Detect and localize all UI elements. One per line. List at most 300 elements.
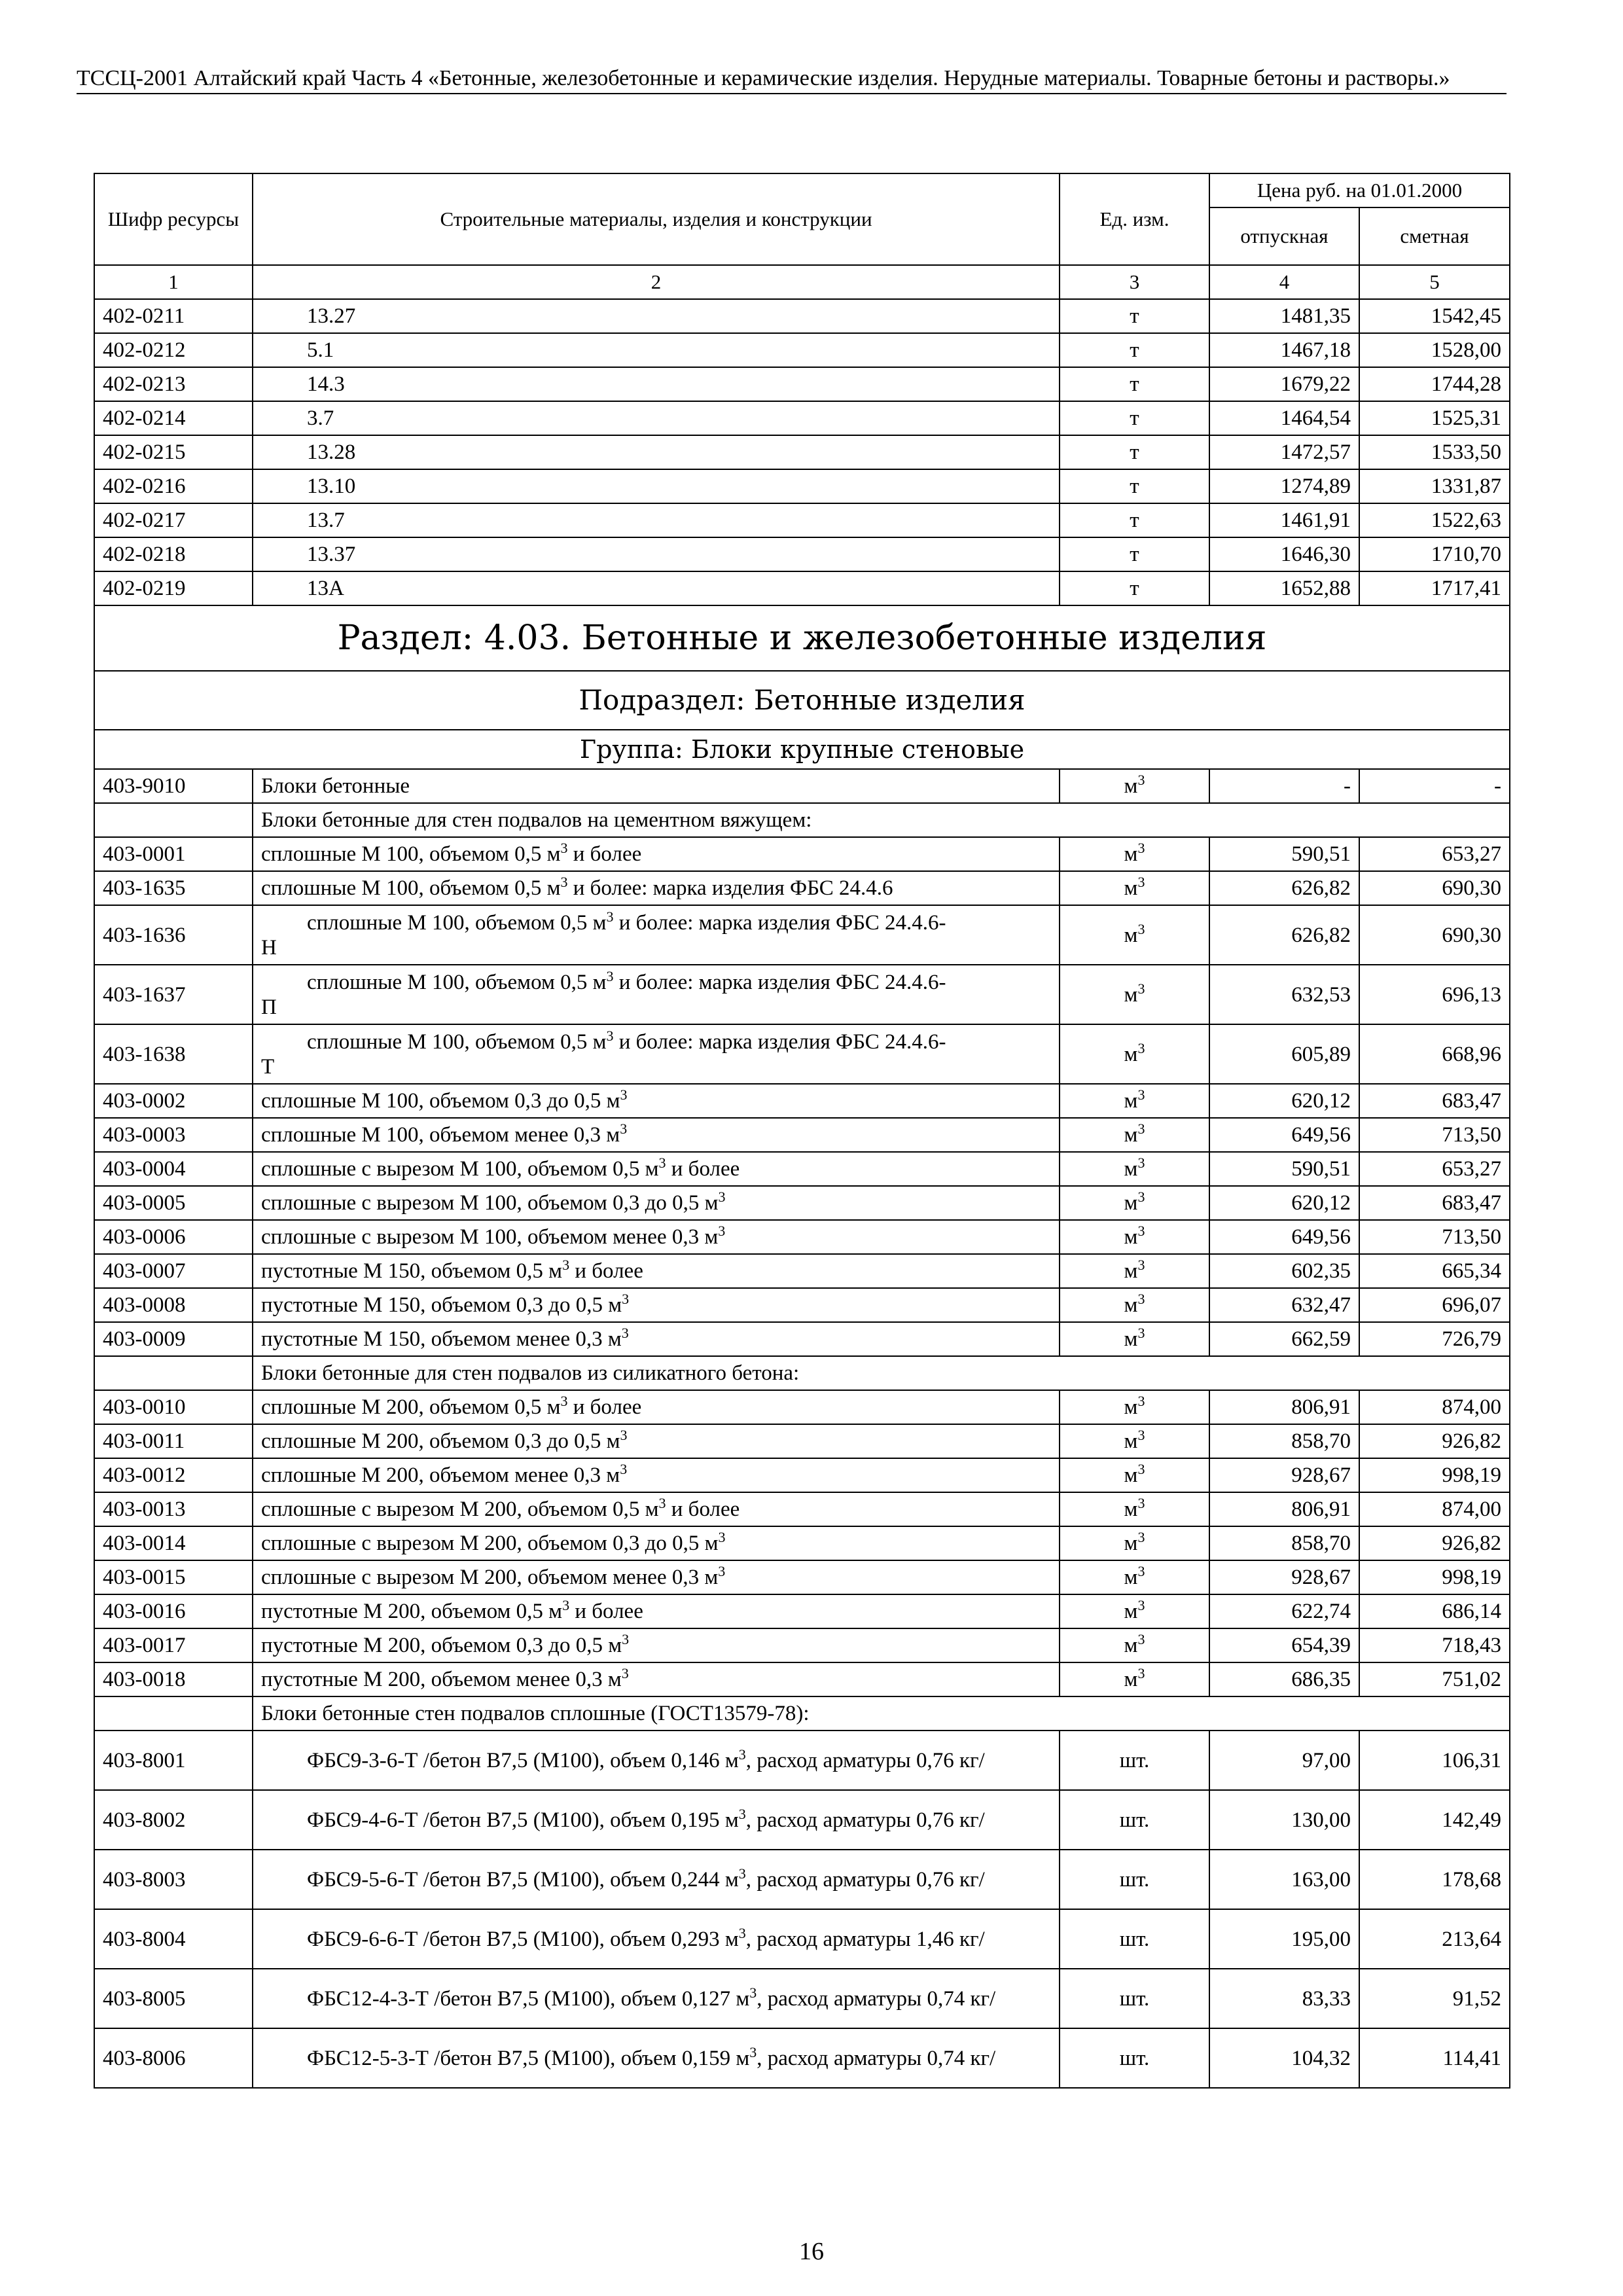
subsection-title: Подраздел: Бетонные изделия bbox=[94, 671, 1510, 730]
cell-name bbox=[253, 1424, 1060, 1458]
cell-name: 13.37 bbox=[253, 537, 1060, 571]
section-title-row bbox=[94, 605, 1510, 671]
superscript-3: 3 bbox=[1137, 980, 1145, 997]
cell-code: 403-8003 bbox=[94, 1850, 253, 1909]
name-text: сплошные М 100, объемом 0,3 до 0,5 м bbox=[261, 1089, 620, 1113]
cell-estimate-price: 683,47 bbox=[1359, 1084, 1510, 1118]
name-tail: и более: марка изделия ФБС 24.4.6- bbox=[613, 910, 946, 935]
cell-estimate-price: 683,47 bbox=[1359, 1186, 1510, 1220]
table-row bbox=[94, 1594, 1510, 1628]
superscript-3: 3 bbox=[738, 1805, 746, 1822]
unit-text: м bbox=[1124, 1566, 1138, 1589]
name-text: ФБС9-4-6-Т /бетон В7,5 (М100), объем 0,195 м bbox=[307, 1808, 739, 1832]
superscript-3: 3 bbox=[622, 1631, 630, 1647]
superscript-3: 3 bbox=[620, 1427, 628, 1443]
cell-release-price: 626,82 bbox=[1209, 905, 1359, 965]
cell-estimate-price: 686,14 bbox=[1359, 1594, 1510, 1628]
cell-unit: шт. bbox=[1060, 1731, 1209, 1790]
name-tail: , расход арматуры 1,46 кг/ bbox=[745, 1927, 985, 1951]
cell-code: 402-0211 bbox=[94, 299, 253, 333]
cell-release-price: 195,00 bbox=[1209, 1909, 1359, 1969]
cell-name bbox=[253, 1220, 1060, 1254]
superscript-3: 3 bbox=[622, 1291, 630, 1307]
cell-estimate-price: 726,79 bbox=[1359, 1322, 1510, 1356]
cell-name bbox=[253, 1492, 1060, 1526]
cell-unit bbox=[1060, 871, 1209, 905]
cell-release-price: 83,33 bbox=[1209, 1969, 1359, 2028]
cell-estimate-price: 142,49 bbox=[1359, 1790, 1510, 1850]
cell-code-empty bbox=[94, 1356, 253, 1390]
unit-text: м bbox=[1124, 1225, 1138, 1249]
cell-unit bbox=[1060, 1662, 1209, 1696]
name-tail: , расход арматуры 0,76 кг/ bbox=[745, 1808, 985, 1832]
cell-code-empty bbox=[94, 1696, 253, 1731]
table-row bbox=[94, 1084, 1510, 1118]
table-row bbox=[94, 1731, 1510, 1790]
cell-release-price: 686,35 bbox=[1209, 1662, 1359, 1696]
superscript-3: 3 bbox=[1137, 920, 1145, 937]
cell-unit bbox=[1060, 837, 1209, 871]
unit-text: м bbox=[1124, 1634, 1138, 1657]
subheading-row bbox=[94, 803, 1510, 837]
cell-code: 403-0009 bbox=[94, 1322, 253, 1356]
cell-unit bbox=[1060, 1560, 1209, 1594]
name-continuation: Т bbox=[261, 1054, 275, 1079]
name-text: ФБС9-6-6-Т /бетон В7,5 (М100), объем 0,293 м bbox=[307, 1927, 739, 1951]
cell-release-price: 1646,30 bbox=[1209, 537, 1359, 571]
cell-code: 403-0007 bbox=[94, 1254, 253, 1288]
cell-unit bbox=[1060, 1526, 1209, 1560]
cell-code: 403-1635 bbox=[94, 871, 253, 905]
cell-name bbox=[253, 1560, 1060, 1594]
superscript-3: 3 bbox=[1137, 1563, 1145, 1579]
cell-estimate-price: 653,27 bbox=[1359, 837, 1510, 871]
cell-code: 403-9010 bbox=[94, 769, 253, 803]
name-text: ФБС12-5-3-Т /бетон В7,5 (М100), объем 0,159 м bbox=[307, 2046, 750, 2070]
cell-unit bbox=[1060, 1458, 1209, 1492]
subheading-cement: Блоки бетонные для стен подвалов на цементном вяжущем: bbox=[253, 803, 1510, 837]
name-continuation: Н bbox=[261, 935, 277, 960]
table-row bbox=[94, 837, 1510, 871]
col-code-header: Шифр ресурсы bbox=[94, 173, 253, 265]
table-row bbox=[94, 1424, 1510, 1458]
superscript-3: 3 bbox=[1137, 1597, 1145, 1613]
table-row bbox=[94, 965, 1510, 1024]
cell-estimate-price: 653,27 bbox=[1359, 1152, 1510, 1186]
superscript-3: 3 bbox=[1137, 1461, 1145, 1477]
table-row bbox=[94, 1662, 1510, 1696]
table-row bbox=[94, 1492, 1510, 1526]
unit-text: м bbox=[1124, 1498, 1138, 1521]
cell-release-price: 649,56 bbox=[1209, 1118, 1359, 1152]
cell-unit: т bbox=[1060, 537, 1209, 571]
cell-code: 402-0219 bbox=[94, 571, 253, 605]
name-text: пустотные М 200, объемом менее 0,3 м bbox=[261, 1668, 622, 1691]
cell-code: 403-0018 bbox=[94, 1662, 253, 1696]
cell-unit: т bbox=[1060, 401, 1209, 435]
cell-unit bbox=[1060, 1118, 1209, 1152]
table-row bbox=[94, 1790, 1510, 1850]
col-release-header: отпускная bbox=[1209, 207, 1359, 265]
cell-unit: т bbox=[1060, 367, 1209, 401]
document-header: ТССЦ-2001 Алтайский край Часть 4 «Бетонные, железобетонные и керамические изделия. Нерудные материалы. Товарные бетоны и растворы.» bbox=[77, 65, 1507, 94]
subheading-gost: Блоки бетонные стен подвалов сплошные (ГОСТ13579-78): bbox=[253, 1696, 1510, 1731]
cell-release-price: 130,00 bbox=[1209, 1790, 1359, 1850]
cell-unit bbox=[1060, 1152, 1209, 1186]
cell-code: 403-0010 bbox=[94, 1390, 253, 1424]
cell-estimate-price: 874,00 bbox=[1359, 1492, 1510, 1526]
cell-estimate-price: 718,43 bbox=[1359, 1628, 1510, 1662]
superscript-3: 3 bbox=[718, 1189, 726, 1205]
cell-name bbox=[253, 1024, 1060, 1084]
cell-unit bbox=[1060, 769, 1209, 803]
col-name-header: Строительные материалы, изделия и конструкции bbox=[253, 173, 1060, 265]
table-row bbox=[94, 1560, 1510, 1594]
table-row bbox=[94, 1850, 1510, 1909]
name-text: пустотные М 150, объемом менее 0,3 м bbox=[261, 1327, 622, 1351]
name-text: сплошные М 200, объемом 0,5 м bbox=[261, 1395, 561, 1419]
cell-estimate-price: 668,96 bbox=[1359, 1024, 1510, 1084]
cell-code: 403-0001 bbox=[94, 837, 253, 871]
cell-release-price: 590,51 bbox=[1209, 837, 1359, 871]
cell-estimate-price: 106,31 bbox=[1359, 1731, 1510, 1790]
cell-estimate-price: 696,07 bbox=[1359, 1288, 1510, 1322]
superscript-3: 3 bbox=[621, 1665, 629, 1681]
cell-unit bbox=[1060, 1024, 1209, 1084]
superscript-3: 3 bbox=[1137, 1529, 1145, 1545]
superscript-3: 3 bbox=[1137, 1291, 1145, 1307]
cell-code: 403-8002 bbox=[94, 1790, 253, 1850]
superscript-3: 3 bbox=[1137, 1189, 1145, 1205]
cell-unit: шт. bbox=[1060, 1790, 1209, 1850]
name-text: сплошные с вырезом М 100, объемом 0,3 до 0,5 м bbox=[261, 1191, 719, 1215]
name-tail: и более bbox=[567, 842, 642, 866]
cell-code: 402-0212 bbox=[94, 333, 253, 367]
col-estimate-header: сметная bbox=[1359, 207, 1510, 265]
cell-code: 403-8001 bbox=[94, 1731, 253, 1790]
cell-unit: шт. bbox=[1060, 2028, 1209, 2088]
cell-code: 402-0218 bbox=[94, 537, 253, 571]
subheading-silicate: Блоки бетонные для стен подвалов из силикатного бетона: bbox=[253, 1356, 1510, 1390]
unit-text: м bbox=[1124, 1463, 1138, 1487]
cell-unit: шт. bbox=[1060, 1909, 1209, 1969]
superscript-3: 3 bbox=[1137, 874, 1145, 890]
cell-estimate-price: 690,30 bbox=[1359, 905, 1510, 965]
table-row bbox=[94, 2028, 1510, 2088]
cell-estimate-price: 1533,50 bbox=[1359, 435, 1510, 469]
cell-name bbox=[253, 1390, 1060, 1424]
cell-release-price: 1274,89 bbox=[1209, 469, 1359, 503]
cell-release-price: 590,51 bbox=[1209, 1152, 1359, 1186]
cell-release-price: 662,59 bbox=[1209, 1322, 1359, 1356]
name-text: сплошные М 200, объемом менее 0,3 м bbox=[261, 1463, 620, 1487]
superscript-3: 3 bbox=[1137, 1155, 1145, 1171]
col-number: 2 bbox=[253, 265, 1060, 299]
cell-code: 403-1637 bbox=[94, 965, 253, 1024]
superscript-3: 3 bbox=[562, 1597, 570, 1613]
cell-release-price: 806,91 bbox=[1209, 1390, 1359, 1424]
table-row bbox=[94, 1628, 1510, 1662]
cell-code: 403-0013 bbox=[94, 1492, 253, 1526]
cell-code: 403-0006 bbox=[94, 1220, 253, 1254]
cell-release-price: 654,39 bbox=[1209, 1628, 1359, 1662]
cell-name bbox=[253, 837, 1060, 871]
superscript-3: 3 bbox=[620, 1086, 628, 1103]
cell-code: 402-0216 bbox=[94, 469, 253, 503]
cell-unit: т bbox=[1060, 503, 1209, 537]
cell-code: 403-0012 bbox=[94, 1458, 253, 1492]
unit-text: м bbox=[1124, 1429, 1138, 1453]
superscript-3: 3 bbox=[621, 1325, 629, 1341]
table-row bbox=[94, 1390, 1510, 1424]
cell-release-price: 1461,91 bbox=[1209, 503, 1359, 537]
cell-release-price: 1481,35 bbox=[1209, 299, 1359, 333]
group-title: Группа: Блоки крупные стеновые bbox=[94, 730, 1510, 769]
name-text: ФБС9-3-6-Т /бетон В7,5 (М100), объем 0,146 м bbox=[307, 1748, 739, 1772]
cell-unit bbox=[1060, 1628, 1209, 1662]
name-tail: и более bbox=[569, 1259, 643, 1283]
cell-name bbox=[253, 1254, 1060, 1288]
unit-text: м bbox=[1124, 774, 1138, 798]
cell-name: 13А bbox=[253, 571, 1060, 605]
name-tail: , расход арматуры 0,76 кг/ bbox=[745, 1867, 985, 1892]
table-row bbox=[94, 537, 1510, 571]
name-text: пустотные М 200, объемом 0,3 до 0,5 м bbox=[261, 1634, 622, 1657]
price-table bbox=[94, 173, 1510, 2089]
cell-name bbox=[253, 2028, 1060, 2088]
table-row bbox=[94, 503, 1510, 537]
cell-name bbox=[253, 1790, 1060, 1850]
superscript-3: 3 bbox=[620, 1121, 628, 1137]
superscript-3: 3 bbox=[560, 1393, 568, 1409]
superscript-3: 3 bbox=[1137, 1223, 1145, 1239]
cell-name: 14.3 bbox=[253, 367, 1060, 401]
unit-text: м bbox=[1124, 1259, 1138, 1283]
col-number: 4 bbox=[1209, 265, 1359, 299]
superscript-3: 3 bbox=[1137, 1121, 1145, 1137]
unit-text: м bbox=[1124, 1395, 1138, 1419]
superscript-3: 3 bbox=[1137, 1325, 1145, 1341]
cell-estimate-price: 1542,45 bbox=[1359, 299, 1510, 333]
cell-release-price: 806,91 bbox=[1209, 1492, 1359, 1526]
cell-estimate-price: 178,68 bbox=[1359, 1850, 1510, 1909]
superscript-3: 3 bbox=[738, 1746, 746, 1763]
cell-unit bbox=[1060, 1084, 1209, 1118]
name-tail: , расход арматуры 0,74 кг/ bbox=[757, 2046, 996, 2070]
cell-unit bbox=[1060, 905, 1209, 965]
cell-unit bbox=[1060, 1254, 1209, 1288]
cell-code: 403-0004 bbox=[94, 1152, 253, 1186]
cell-code: 403-0008 bbox=[94, 1288, 253, 1322]
cell-unit: т bbox=[1060, 469, 1209, 503]
cell-release-price: 1467,18 bbox=[1209, 333, 1359, 367]
cell-release-price: 605,89 bbox=[1209, 1024, 1359, 1084]
cell-code: 403-0015 bbox=[94, 1560, 253, 1594]
superscript-3: 3 bbox=[718, 1529, 726, 1545]
cell-unit: шт. bbox=[1060, 1850, 1209, 1909]
superscript-3: 3 bbox=[658, 1155, 666, 1171]
table-row bbox=[94, 1288, 1510, 1322]
cell-estimate-price: 926,82 bbox=[1359, 1424, 1510, 1458]
cell-estimate-price: 1717,41 bbox=[1359, 571, 1510, 605]
cell-estimate-price: 1525,31 bbox=[1359, 401, 1510, 435]
table-row bbox=[94, 1458, 1510, 1492]
cell-code: 402-0217 bbox=[94, 503, 253, 537]
name-text: сплошные М 100, объемом менее 0,3 м bbox=[261, 1123, 620, 1147]
table-row bbox=[94, 1969, 1510, 2028]
cell-name bbox=[253, 1118, 1060, 1152]
name-text: сплошные с вырезом М 200, объемом 0,5 м bbox=[261, 1498, 659, 1521]
superscript-3: 3 bbox=[1137, 1427, 1145, 1443]
cell-unit bbox=[1060, 1594, 1209, 1628]
cell-code: 402-0213 bbox=[94, 367, 253, 401]
name-text: сплошные М 100, объемом 0,5 м bbox=[261, 842, 561, 866]
col-unit-header: Ед. изм. bbox=[1060, 173, 1209, 265]
cell-estimate-price: 926,82 bbox=[1359, 1526, 1510, 1560]
name-text: пустотные М 150, объемом 0,5 м bbox=[261, 1259, 563, 1283]
col-number: 3 bbox=[1060, 265, 1209, 299]
superscript-3: 3 bbox=[749, 2043, 757, 2060]
cell-release-price: 620,12 bbox=[1209, 1084, 1359, 1118]
cell-name: Блоки бетонные bbox=[253, 769, 1060, 803]
name-text: сплошные с вырезом М 100, объемом менее 0,3 м bbox=[261, 1225, 719, 1249]
cell-code: 403-8006 bbox=[94, 2028, 253, 2088]
name-line bbox=[261, 967, 1051, 995]
table-row bbox=[94, 905, 1510, 965]
unit-text: м bbox=[1124, 842, 1138, 866]
unit-text: м bbox=[1124, 1089, 1138, 1113]
cell-release-price: 1652,88 bbox=[1209, 571, 1359, 605]
superscript-3: 3 bbox=[560, 840, 568, 856]
cell-code: 403-0016 bbox=[94, 1594, 253, 1628]
superscript-3: 3 bbox=[1137, 1086, 1145, 1103]
name-text: сплошные с вырезом М 100, объемом 0,5 м bbox=[261, 1157, 659, 1181]
cell-code: 403-0003 bbox=[94, 1118, 253, 1152]
table-row bbox=[94, 1254, 1510, 1288]
unit-text: м bbox=[1124, 923, 1138, 947]
name-text: сплошные М 200, объемом 0,3 до 0,5 м bbox=[261, 1429, 620, 1453]
cell-name bbox=[253, 1288, 1060, 1322]
cell-name bbox=[253, 1186, 1060, 1220]
superscript-3: 3 bbox=[1137, 1495, 1145, 1511]
name-text: ФБС12-4-3-Т /бетон В7,5 (М100), объем 0,127 м bbox=[307, 1986, 750, 2011]
unit-text: м bbox=[1124, 1600, 1138, 1623]
col-number: 1 bbox=[94, 265, 253, 299]
cell-estimate-price: 998,19 bbox=[1359, 1458, 1510, 1492]
name-tail: , расход арматуры 0,76 кг/ bbox=[745, 1748, 985, 1772]
superscript-3: 3 bbox=[738, 1865, 746, 1882]
superscript-3: 3 bbox=[1137, 772, 1145, 788]
col-number: 5 bbox=[1359, 265, 1510, 299]
cell-name bbox=[253, 1731, 1060, 1790]
name-text: сплошные с вырезом М 200, объемом менее 0,3 м bbox=[261, 1566, 719, 1589]
cell-estimate-price: 1522,63 bbox=[1359, 503, 1510, 537]
name-text: сплошные с вырезом М 200, объемом 0,3 до 0,5 м bbox=[261, 1532, 719, 1555]
col-price-header: Цена руб. на 01.01.2000 bbox=[1209, 173, 1510, 207]
table-header bbox=[94, 173, 1510, 299]
cell-code-empty bbox=[94, 803, 253, 837]
superscript-3: 3 bbox=[1137, 1631, 1145, 1647]
cell-code: 403-1636 bbox=[94, 905, 253, 965]
group-title-row bbox=[94, 730, 1510, 769]
superscript-3: 3 bbox=[620, 1461, 628, 1477]
cell-name bbox=[253, 1909, 1060, 1969]
table-row bbox=[94, 333, 1510, 367]
cell-code: 402-0214 bbox=[94, 401, 253, 435]
cell-release-price: 620,12 bbox=[1209, 1186, 1359, 1220]
name-text: сплошные М 100, объемом 0,5 м bbox=[307, 1030, 607, 1054]
cell-estimate-price: 874,00 bbox=[1359, 1390, 1510, 1424]
cell-estimate-price: 1331,87 bbox=[1359, 469, 1510, 503]
cell-unit bbox=[1060, 1288, 1209, 1322]
cell-release-price: 1464,54 bbox=[1209, 401, 1359, 435]
superscript-3: 3 bbox=[1137, 1665, 1145, 1681]
cell-code: 402-0215 bbox=[94, 435, 253, 469]
table-row bbox=[94, 1024, 1510, 1084]
superscript-3: 3 bbox=[606, 967, 614, 984]
cell-unit: т bbox=[1060, 299, 1209, 333]
cell-name bbox=[253, 1662, 1060, 1696]
table-row bbox=[94, 435, 1510, 469]
superscript-3: 3 bbox=[1137, 1393, 1145, 1409]
table-row bbox=[94, 1220, 1510, 1254]
cell-name bbox=[253, 905, 1060, 965]
cell-unit bbox=[1060, 1390, 1209, 1424]
cell-unit bbox=[1060, 1492, 1209, 1526]
cell-release-price: 632,53 bbox=[1209, 965, 1359, 1024]
cell-name bbox=[253, 1322, 1060, 1356]
unit-text: м bbox=[1124, 876, 1138, 900]
unit-text: м bbox=[1124, 982, 1138, 1007]
name-tail: и более: марка изделия ФБС 24.4.6 bbox=[567, 876, 893, 900]
cell-release-price: 928,67 bbox=[1209, 1560, 1359, 1594]
cell-unit bbox=[1060, 1186, 1209, 1220]
page-number: 16 bbox=[799, 2238, 824, 2265]
table-row bbox=[94, 871, 1510, 905]
table-row bbox=[94, 1118, 1510, 1152]
superscript-3: 3 bbox=[560, 874, 568, 890]
table-row bbox=[94, 1322, 1510, 1356]
table-row bbox=[94, 1186, 1510, 1220]
cell-release-price: 626,82 bbox=[1209, 871, 1359, 905]
cell-name: 13.27 bbox=[253, 299, 1060, 333]
cell-unit bbox=[1060, 965, 1209, 1024]
cell-estimate-price: 713,50 bbox=[1359, 1118, 1510, 1152]
table-row bbox=[94, 367, 1510, 401]
cell-estimate-price: 690,30 bbox=[1359, 871, 1510, 905]
cell-estimate-price: 1744,28 bbox=[1359, 367, 1510, 401]
cell-release-price: 928,67 bbox=[1209, 1458, 1359, 1492]
superscript-3: 3 bbox=[738, 1924, 746, 1941]
cell-code: 403-8004 bbox=[94, 1909, 253, 1969]
cell-release-price: 104,32 bbox=[1209, 2028, 1359, 2088]
subheading-row bbox=[94, 1696, 1510, 1731]
cell-name: 13.28 bbox=[253, 435, 1060, 469]
table-row bbox=[94, 571, 1510, 605]
cell-release-price: 163,00 bbox=[1209, 1850, 1359, 1909]
cell-estimate-price: 998,19 bbox=[1359, 1560, 1510, 1594]
superscript-3: 3 bbox=[606, 1027, 614, 1044]
cell-release-price: 858,70 bbox=[1209, 1526, 1359, 1560]
table-row bbox=[94, 769, 1510, 803]
cell-release-price: 632,47 bbox=[1209, 1288, 1359, 1322]
superscript-3: 3 bbox=[749, 1984, 757, 2001]
cell-name bbox=[253, 1850, 1060, 1909]
cell-estimate-price: 91,52 bbox=[1359, 1969, 1510, 2028]
superscript-3: 3 bbox=[562, 1257, 570, 1273]
name-tail: и более bbox=[567, 1395, 642, 1419]
name-tail: и более: марка изделия ФБС 24.4.6- bbox=[613, 970, 946, 994]
